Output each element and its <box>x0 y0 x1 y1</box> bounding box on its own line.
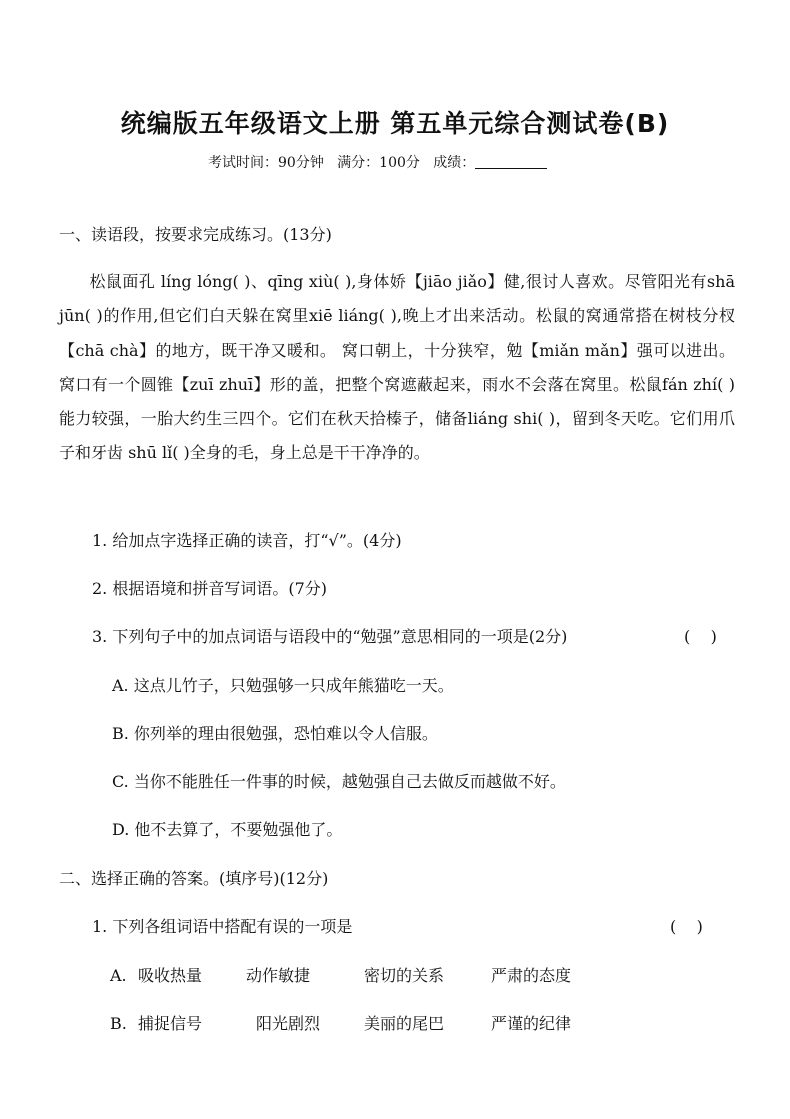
question-2: 2. 根据语境和拼音写词语。(7分) <box>92 579 328 598</box>
question-3: 3. 下列句子中的加点词语与语段中的“勉强”意思相同的一项是(2分) <box>92 627 568 646</box>
option-b-word: 严谨的纪律 <box>491 1014 572 1033</box>
page-title: 统编版五年级语文上册 第五单元综合测试卷(B) <box>120 109 670 138</box>
answer-paren-q3[interactable]: ( ) <box>684 627 717 646</box>
option-a: A. 这点儿竹子，只勉强够一只成年熊猫吃一天。 <box>112 676 454 695</box>
exam-info <box>208 152 547 172</box>
option-c: C. 当你不能胜任一件事的时候，越勉强自己去做反而越做不好。 <box>112 772 566 791</box>
reading-passage <box>59 265 735 471</box>
option-a-word: 严肃的态度 <box>491 966 572 985</box>
section2-heading: 二、选择正确的答案。(填序号)(12分) <box>59 869 329 888</box>
answer-paren-s2q1[interactable]: ( ) <box>670 917 703 936</box>
option-b-label: B. <box>110 1014 127 1033</box>
option-a-label: A. <box>110 966 127 985</box>
exam-info-text: 考试时间：90分钟 满分：100分 成绩： <box>208 155 476 171</box>
option-a-word: 密切的关系 <box>364 966 445 985</box>
option-a-word: 吸收热量 <box>138 966 203 985</box>
option-b: B. 你列举的理由很勉强，恐怕难以令人信服。 <box>112 724 438 743</box>
option-a-word: 动作敏捷 <box>246 966 311 985</box>
option-d: D. 他不去算了，不要勉强他了。 <box>112 820 343 839</box>
section2-question-1: 1. 下列各组词语中搭配有误的一项是 <box>92 917 353 936</box>
question-1: 1. 给加点字选择正确的读音，打“√”。(4分) <box>92 531 402 550</box>
score-blank[interactable] <box>475 154 547 169</box>
passage-text: 松鼠面孔 líng lóng( )、qīng xiù( ),身体娇【jiāo jiǎo】健,很讨人喜欢。尽管阳光有shā jūn( )的作用,但它们白天躲在窝里xiē liáng( ),晚上才出来活动。松鼠的窝通常搭在树枝分杈【chā chà】的地方，既干净又暖和。 窝口朝上，十分狭窄，勉【miǎn mǎn】强可以进出。窝口有一个圆锥【zuī zhuī】形的盖，把整个窝遮蔽起来，雨水不会落在窝里。松鼠fán zhí( )能力较强，一胎大约生三四个。它们在秋天拾榛子，储备liáng shi( )，留到冬天吃。它们用爪子和牙齿 shū lǐ( )全身的毛，身上总是干干净净的。 <box>59 272 735 463</box>
option-b-word: 阳光剧烈 <box>256 1014 321 1033</box>
section1-heading: 一、读语段，按要求完成练习。(13分) <box>59 225 332 244</box>
option-b-word: 捕捉信号 <box>138 1014 203 1033</box>
option-b-word: 美丽的尾巴 <box>364 1014 445 1033</box>
